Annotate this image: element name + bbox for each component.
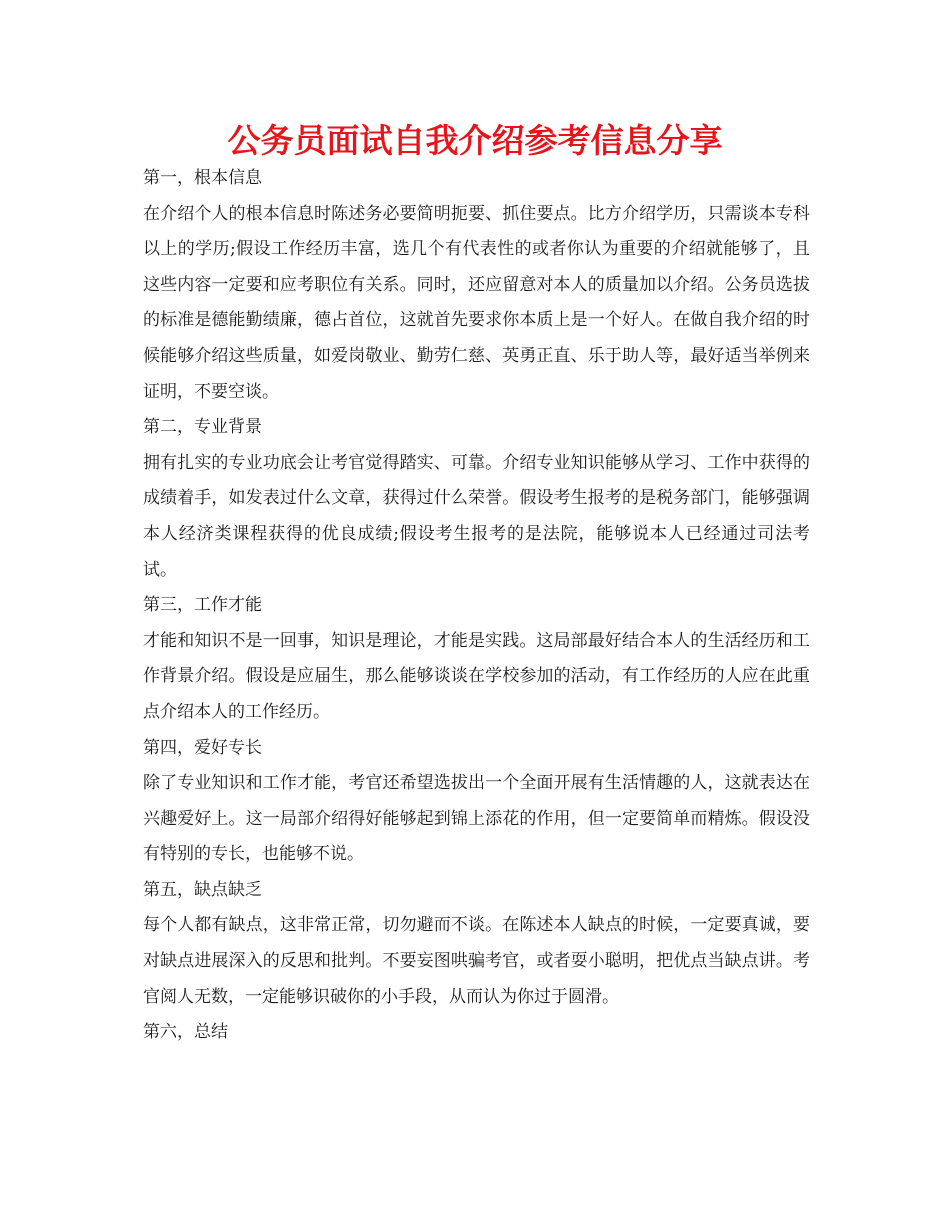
section-heading: 第二，专业背景	[143, 417, 262, 438]
section-heading: 第一，根本信息	[143, 168, 262, 188]
section-heading: 第三，工作才能	[143, 595, 262, 616]
section-heading: 第六，总结	[143, 1022, 228, 1043]
section-paragraph: 拥有扎实的专业功底会让考官觉得踏实、可靠。介绍专业知识能够从学习、工作中获得的成绩着手，如发表过什么文章，获得过什么荣誉。假设考生报考的是税务部门，能够强调本人经济类课程获得的优良成绩;假设考生报考的是法院，能够说本人已经通过司法考试。	[143, 452, 810, 580]
document-body	[143, 161, 810, 1051]
section-paragraph: 才能和知识不是一回事，知识是理论，才能是实践。这局部最好结合本人的生活经历和工作背景介绍。假设是应届生，那么能够谈谈在学校参加的活动，有工作经历的人应在此重点介绍本人的工作经历。	[143, 630, 810, 722]
section-paragraph: 除了专业知识和工作才能，考官还希望选拔出一个全面开展有生活情趣的人，这就表达在兴趣爱好上。这一局部介绍得好能够起到锦上添花的作用，但一定要简单而精炼。假设没有特别的专长，也能够不说。	[143, 773, 810, 865]
section-paragraph: 在介绍个人的根本信息时陈述务必要简明扼要、抓住要点。比方介绍学历，只需谈本专科以上的学历;假设工作经历丰富，选几个有代表性的或者你认为重要的介绍就能够了，且这些内容一定要和应考职位有关系。同时，还应留意对本人的质量加以介绍。公务员选拔的标准是德能勤绩廉，德占首位，这就首先要求你本质上是一个好人。在做自我介绍的时候能够介绍这些质量，如爱岗敬业、勤劳仁慈、英勇正直、乐于助人等，最好适当举例来证明，不要空谈。	[143, 203, 810, 402]
section-paragraph: 每个人都有缺点，这非常正常，切勿避而不谈。在陈述本人缺点的时候，一定要真诚，要对缺点进展深入的反思和批判。不要妄图哄骗考官，或者耍小聪明，把优点当缺点讲。考官阅人无数，一定能够识破你的小手段，从而认为你过于圆滑。	[143, 915, 810, 1007]
document-title: 公务员面试自我介绍参考信息分享	[227, 121, 723, 160]
section-heading: 第五，缺点缺乏	[143, 879, 262, 900]
section-heading: 第四，爱好专长	[143, 737, 262, 758]
